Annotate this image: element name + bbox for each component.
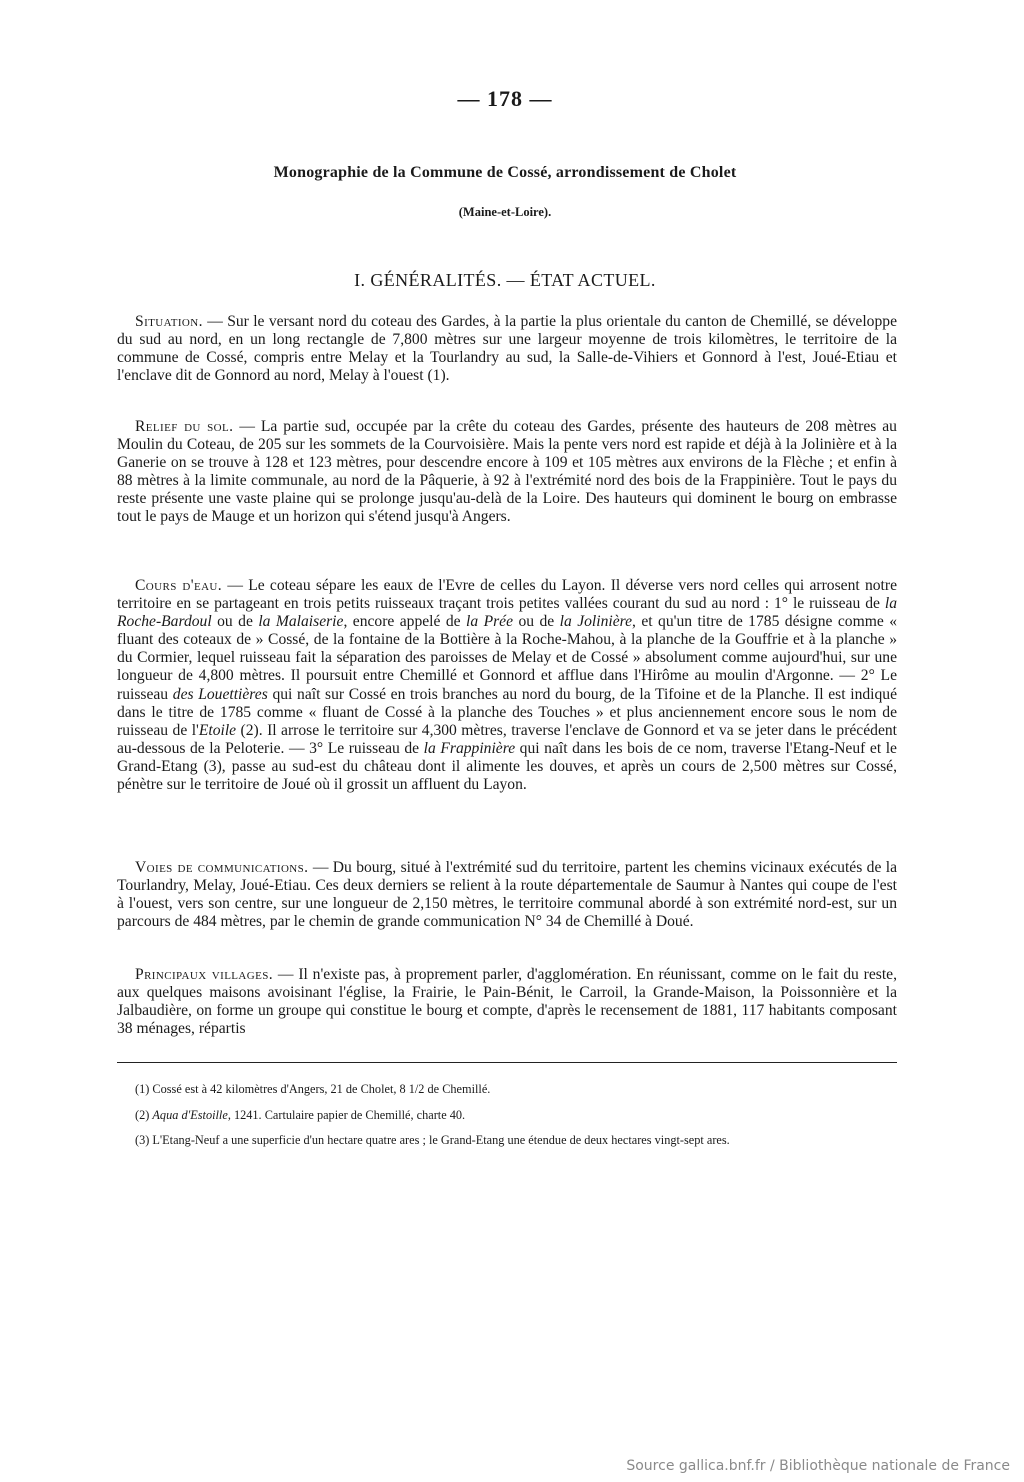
italic-name: la Malaiserie [258, 613, 344, 631]
paragraph-lead: Cours d'eau. [135, 577, 223, 594]
italic-name: des Louettières [172, 685, 268, 703]
page-number: — 178 — [457, 86, 553, 111]
paragraph-text: qui naît sur Cossé en trois branches au nord du bourg, de la Tifoine et de la Planche. Il est indiqué dans le titre de 1785 comme « fluant de Cossé à la planche des Touches » et plus anciennement encore sous le nom de ruisseau de l' [117, 685, 898, 739]
footnote-number: (2) [135, 1107, 153, 1122]
paragraph-text: — La partie sud, occupée par la crête du coteau des Gardes, présente des hauteurs de 208 mètres au Moulin du Coteau, de 205 sur les sommets de la Courvoisière. Mais la pente vers nord est rapide et déjà à la Jolinière et à la Ganerie on se trouve à 128 et 123 mètres, pour descendre encore à 109 et 105 mètres aux environs de la Flèche ; et enfin à 88 mètres à la limite communale, au nord de la Pâquerie, à 92 à l'extrémité nord des bois de la Frappinière. Tout le pays du reste présente une vaste plaine qui se prolonge jusqu'au-delà de la Loire. Des hauteurs qui dominent le bourg on embrasse tout le pays de Mauge et un horizon qui s'étend jusqu'à Angers. [117, 418, 897, 526]
paragraph-text: ou de [211, 613, 259, 631]
paragraph-text: (2). Il arrose le territoire sur 4,300 mètres, traverse l'enclave de Gonnord et va se jeter dans le précédent au-dessous de la Peloterie. — 3° Le ruisseau de [117, 721, 897, 757]
paragraph-lead: Relief du sol. [135, 418, 234, 435]
paragraph-text: , et qu'un titre de 1785 désigne comme « fluant des coteaux de » Cossé, de la fontaine de la Bottière à la Roche-Mahou, à la planche de la Gouffrie et à la planche » du Cormier, lequel ruisseau fait la séparation des paroisses de Melay et de Cossé » absolument comme aujourd'hui, sur une longueur de 4,800 mètres. Il poursuit entre Chemillé et Gonnord et afflue dans l'Hirôme au moulin d'Argonne. — 2° Le ruisseau [117, 613, 897, 703]
paragraph-text: — Il n'existe pas, à proprement parler, d'agglomération. En réunissant, comme on le fait du reste, aux quelques maisons avoisinant l'église, la Frairie, le Pain-Bénit, le Carroil, la Grande-Maison, la Poissonnière et la Jalbaudière, on forme un groupe qui constitue le bourg et compte, d'après le recensement de 1881, 117 habitants composant 38 ménages, répartis [117, 966, 898, 1038]
paragraph-cours-d-eau [117, 577, 897, 794]
document-title: Monographie de la Commune de Cossé, arrondissement de Cholet [273, 164, 737, 181]
source-credit: Source gallica.bnf.fr / Bibliothèque nationale de France [626, 1458, 1010, 1474]
paragraph-relief [117, 418, 897, 527]
paragraph-text: ou de [513, 613, 560, 631]
italic-name: la Jolinière [559, 613, 633, 631]
paragraph-voies [117, 859, 897, 931]
footnote-2 [117, 1108, 897, 1124]
paragraph-text: — Le coteau sépare les eaux de l'Evre de celles du Layon. Il déverse vers nord celles qui arrosent notre territoire en se partageant en trois petits ruisseaux traçant trois petites vallées courant du sud au nord : 1° le ruisseau de [117, 577, 898, 613]
paragraph-situation [117, 313, 897, 385]
italic-name: Etoile [198, 721, 237, 739]
italic-name: la Roche-Bardoul [117, 595, 897, 631]
paragraph-villages [117, 966, 897, 1038]
italic-name: la Frappinière [423, 739, 516, 757]
footnote-divider [117, 1062, 897, 1063]
italic-name: la Prée [466, 613, 514, 631]
footnote-1: (1) Cossé est à 42 kilomètres d'Angers, 21 de Cholet, 8 1/2 de Chemillé. [135, 1082, 491, 1096]
footnote-citation: Aqua d'Estoille [152, 1107, 228, 1122]
paragraph-text: , encore appelé de [343, 613, 467, 631]
paragraph-lead: Principaux villages. [135, 966, 274, 983]
document-subtitle: (Maine-et-Loire). [458, 205, 552, 219]
paragraph-text: qui naît dans les bois de ce nom, traverse l'Etang-Neuf et le Grand-Etang (3), passe au sud-est du château dont il alimente les douves, et après un cours de 2,500 mètres sur Cossé, pénètre sur le territoire de Joué où il grossit un affluent du Layon. [117, 739, 897, 794]
footnote-text: , 1241. Cartulaire papier de Chemillé, charte 40. [227, 1107, 466, 1122]
paragraph-lead: Voies de communications. [135, 859, 309, 876]
section-heading: I. GÉNÉRALITÉS. — ÉTAT ACTUEL. [354, 270, 656, 290]
footnote-3: (3) L'Etang-Neuf a une superficie d'un hectare quatre ares ; le Grand-Etang une étendue de deux hectares vingt-sept ares. [135, 1133, 730, 1147]
paragraph-text: — Du bourg, situé à l'extrémité sud du territoire, partent les chemins vicinaux exécutés de la Tourlandry, Melay, Joué-Etiau. Ces deux derniers se relient à la route départementale de Saumur à Nantes qui coupe de l'est à l'ouest, vers son centre, sur une longueur de 2,150 mètres, le territoire communal abordé à son extrémité nord-est, sur un parcours de 484 mètres, par le chemin de grande communication N° 34 de Chemillé à Doué. [117, 859, 897, 931]
footnotes [117, 1082, 897, 1159]
paragraph-text: — Sur le versant nord du coteau des Gardes, à la partie la plus orientale du canton de Chemillé, se développe du sud au nord, en un long rectangle de 7,800 mètres sur une largeur moyenne de trois kilomètres, le territoire de la commune de Cossé, compris entre Melay et la Tourlandry au sud, la Salle-de-Vihiers et Gonnord à l'est, Joué-Etiau et l'enclave dit de Gonnord au nord, Melay à l'ouest (1). [117, 313, 897, 385]
paragraph-lead: Situation. [135, 313, 203, 330]
